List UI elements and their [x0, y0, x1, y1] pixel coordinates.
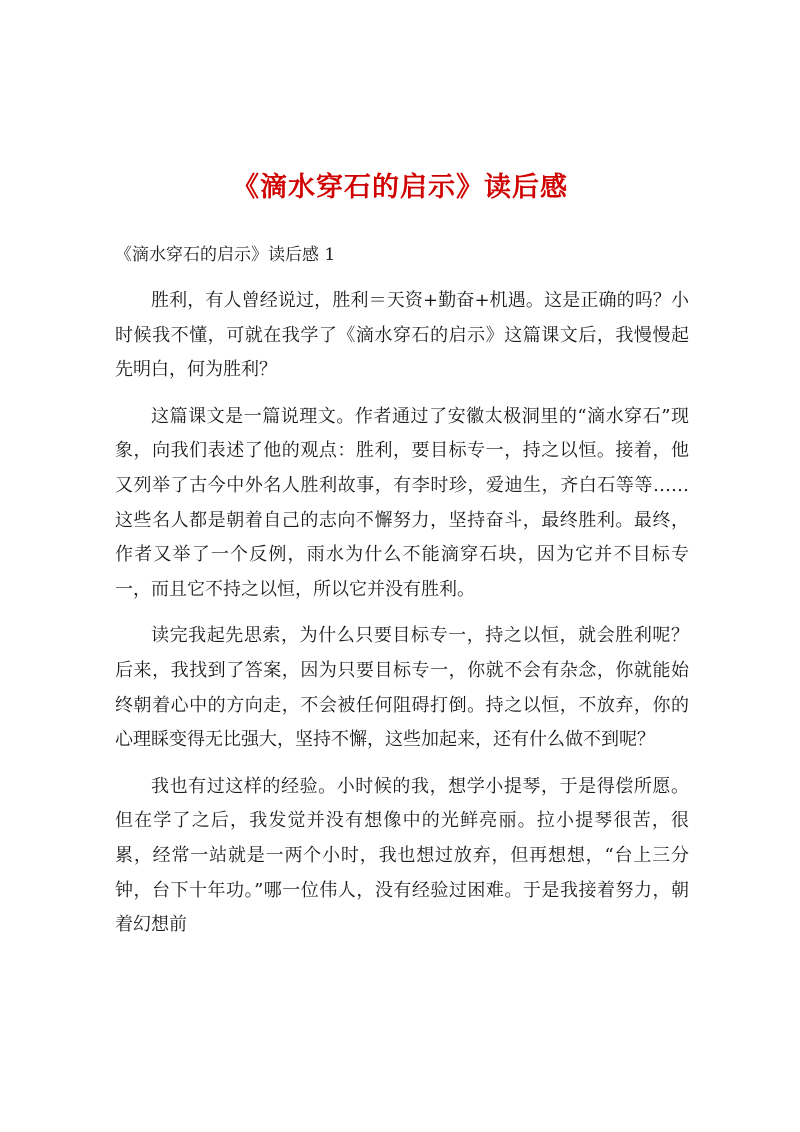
section-heading: 《滴水穿石的启示》读后感 1: [115, 245, 336, 265]
document-body: [115, 284, 689, 955]
paragraph: 胜利，有人曾经说过，胜利＝天资+勤奋+机遇。这是正确的吗？小时候我不懂，可就在我学了《滴水穿石的启示》这篇课文后，我慢慢起先明白，何为胜利？: [115, 290, 689, 381]
document-title: 《滴水穿石的启示》读后感: [232, 172, 568, 203]
paragraph: 这篇课文是一篇说理文。作者通过了安徽太极洞里的“滴水穿石”现象，向我们表述了他的观点：胜利，要目标专一，持之以恒。接着，他又列举了古今中外名人胜利故事，有李时珍，爱迪生，齐白石等等……这些名人都是朝着自己的志向不懈努力，坚持奋斗，最终胜利。最终，作者又举了一个反例，雨水为什么不能滴穿石块，因为它并不目标专一，而且它不持之以恒，所以它并没有胜利。: [115, 405, 689, 600]
paragraph: 我也有过这样的经验。小时候的我，想学小提琴，于是得偿所愿。但在学了之后，我发觉并没有想像中的光鲜亮丽。拉小提琴很苦，很累，经常一站就是一两个小时，我也想过放弃，但再想想，“台上三分钟，台下十年功。”哪一位伟人，没有经验过困难。于是我接着努力，朝着幻想前: [115, 775, 689, 936]
paragraph: 读完我起先思索，为什么只要目标专一，持之以恒，就会胜利呢？后来，我找到了答案，因为只要目标专一，你就不会有杂念，你就能始终朝着心中的方向走，不会被任何阻碍打倒。持之以恒，不放弃，你的心理睬变得无比强大，坚持不懈，这些加起来，还有什么做不到呢？: [115, 625, 689, 751]
